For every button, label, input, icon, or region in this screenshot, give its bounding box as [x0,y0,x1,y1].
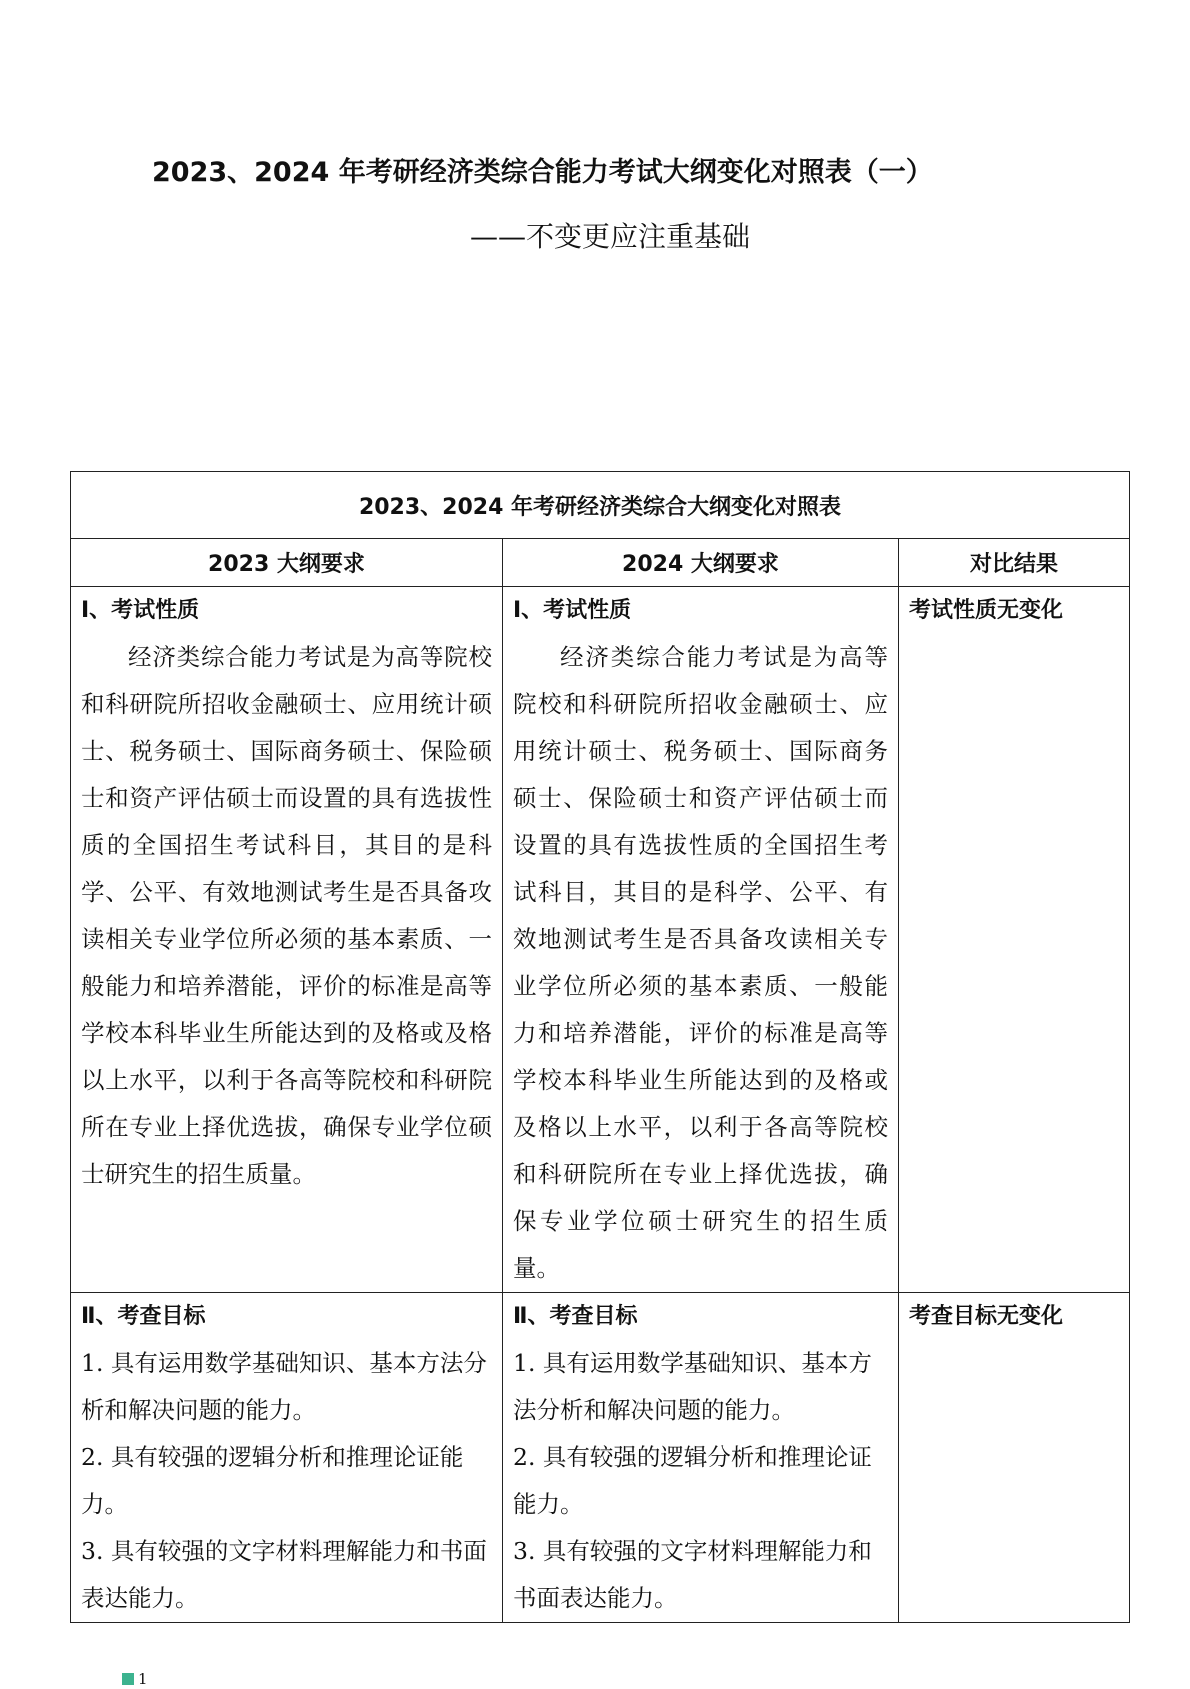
list-item: 3. 具有较强的文字材料理解能力和书面表达能力。 [513,1537,872,1612]
header-2024: 2024 大纲要求 [503,539,899,587]
section-heading: Ⅱ、考查目标 [513,1304,638,1329]
table-caption: 2023、2024 年考研经济类综合大纲变化对照表 [71,472,1130,539]
cell-result [899,587,1130,1293]
comparison-table [70,471,1130,1623]
section-heading: Ⅰ、考试性质 [513,598,632,623]
document-title: 2023、2024 年考研经济类综合能力考试大纲变化对照表（一） [152,157,933,188]
section-paragraph: 经济类综合能力考试是为高等院校和科研院所招收金融硕士、应用统计硕士、税务硕士、国际商务硕士、保险硕士和资产评估硕士而设置的具有选拔性质的全国招生考试科目，其目的是科学、公平、有效地测试考生是否具备攻读相关专业学位所必须的基本素质、一般能力和培养潜能，评价的标准是高等学校本科毕业生所能达到的及格或及格以上水平，以利于各高等院校和科研院所在专业上择优选拔，确保专业学位硕士研究生的招生质量。 [81,643,492,1188]
page-body [70,471,1129,1689]
cell-2023 [71,587,503,1293]
table-row [71,1293,1130,1623]
page-marker-icon [122,1673,134,1685]
section-paragraph: 经济类综合能力考试是为高等院校和科研院所招收金融硕士、应用统计硕士、税务硕士、国际商务硕士、保险硕士和资产评估硕士而设置的具有选拔性质的全国招生考试科目，其目的是科学、公平、有效地测试考生是否具备攻读相关专业学位所必须的基本素质、一般能力和培养潜能，评价的标准是高等学校本科毕业生所能达到的及格或及格以上水平，以利于各高等院校和科研院所在专业上择优选拔，确保专业学位硕士研究生的招生质量。 [513,643,888,1282]
result-text: 考查目标无变化 [909,1304,1064,1329]
cell-2024 [503,1293,899,1623]
cell-result [899,1293,1130,1623]
list-item: 2. 具有较强的逻辑分析和推理论证能力。 [513,1443,872,1518]
list-item: 1. 具有运用数学基础知识、基本方法分析和解决问题的能力。 [81,1349,487,1424]
page-number: 1 [138,1670,148,1688]
list-item: 2. 具有较强的逻辑分析和推理论证能力。 [81,1443,464,1518]
table-row [71,587,1130,1293]
section-heading: Ⅱ、考查目标 [81,1304,206,1329]
page-footer [122,1669,1129,1689]
header-2023: 2023 大纲要求 [71,539,503,587]
document-subtitle: ——不变更应注重基础 [470,220,751,253]
section-heading: Ⅰ、考试性质 [81,598,200,623]
list-item: 3. 具有较强的文字材料理解能力和书面表达能力。 [81,1537,487,1612]
cell-2023 [71,1293,503,1623]
cell-2024 [503,587,899,1293]
result-text: 考试性质无变化 [909,598,1064,623]
list-item: 1. 具有运用数学基础知识、基本方法分析和解决问题的能力。 [513,1349,872,1424]
header-result: 对比结果 [899,539,1130,587]
